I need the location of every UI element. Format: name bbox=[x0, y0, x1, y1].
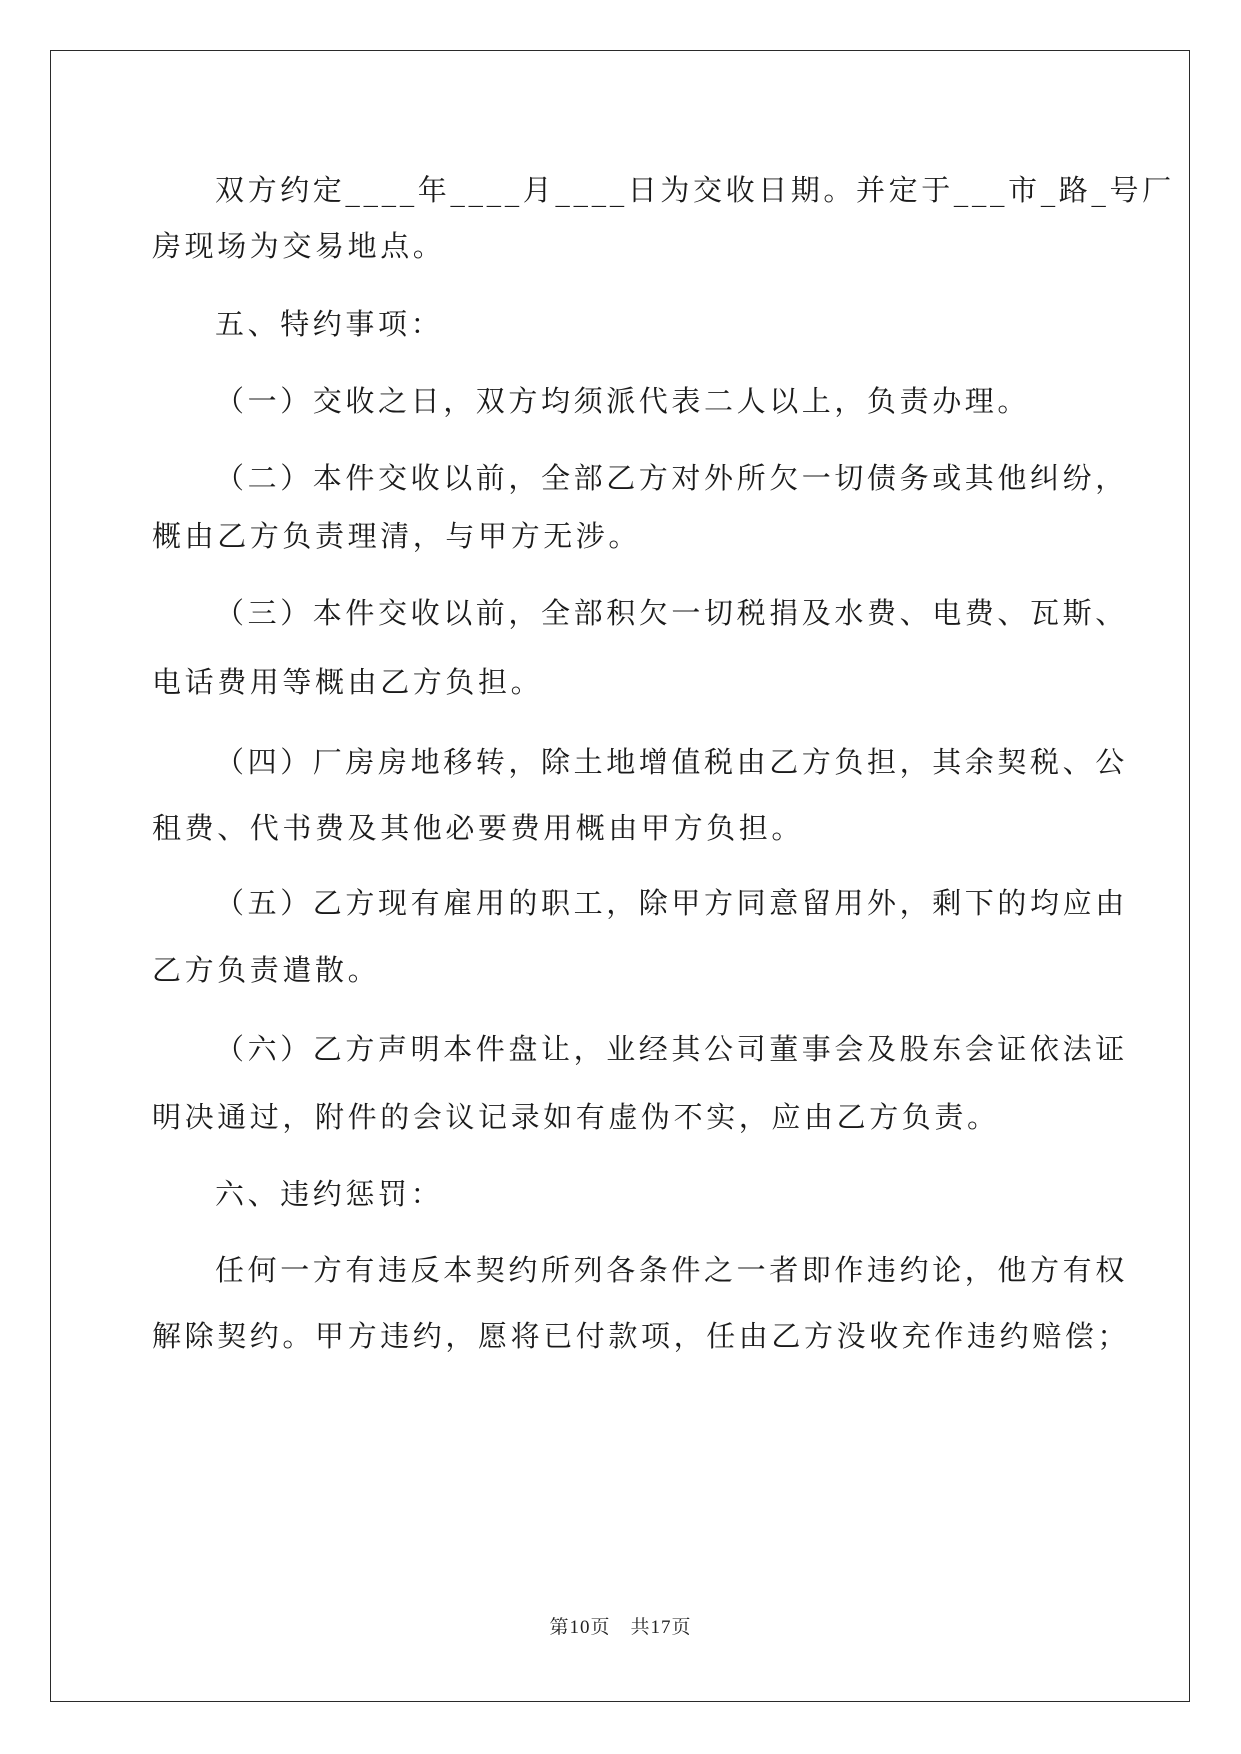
clause-5: （五）乙方现有雇用的职工，除甲方同意留用外，剩下的均应由 bbox=[215, 886, 1128, 920]
clause-2: （二）本件交收以前，全部乙方对外所欠一切债务或其他纠纷， bbox=[215, 461, 1128, 495]
penalty-line-1: 任何一方有违反本契约所列各条件之一者即作违约论，他方有权 bbox=[215, 1253, 1128, 1287]
page-border bbox=[50, 50, 1190, 1702]
section-heading-5: 五、特约事项： bbox=[215, 307, 444, 341]
clause-4-cont: 租费、代书费及其他必要费用概由甲方负担。 bbox=[152, 811, 805, 845]
penalty-line-2: 解除契约。甲方违约，愿将已付款项，任由乙方没收充作违约赔偿； bbox=[152, 1319, 1131, 1353]
clause-4: （四）厂房房地移转，除土地增值税由乙方负担，其余契税、公 bbox=[215, 745, 1128, 779]
page-number: 第10页 共17页 bbox=[549, 1617, 692, 1638]
clause-3-cont: 电话费用等概由乙方负担。 bbox=[152, 665, 544, 699]
clause-6-cont: 明决通过，附件的会议记录如有虚伪不实，应由乙方负责。 bbox=[152, 1100, 1000, 1134]
clause-6: （六）乙方声明本件盘让，业经其公司董事会及股东会证依法证 bbox=[215, 1032, 1128, 1066]
clause-5-cont: 乙方负责遣散。 bbox=[152, 953, 381, 987]
clause-1: （一）交收之日，双方均须派代表二人以上，负责办理。 bbox=[215, 384, 1031, 418]
clause-3: （三）本件交收以前，全部积欠一切税捐及水费、电费、瓦斯、 bbox=[215, 596, 1128, 630]
text-line-2: 房现场为交易地点。 bbox=[152, 229, 446, 263]
clause-2-cont: 概由乙方负责理清，与甲方无涉。 bbox=[152, 519, 642, 553]
text-line-1: 双方约定____年____月____日为交收日期。并定于___市_路_号厂 bbox=[215, 173, 1175, 207]
section-heading-6: 六、违约惩罚： bbox=[215, 1177, 444, 1211]
